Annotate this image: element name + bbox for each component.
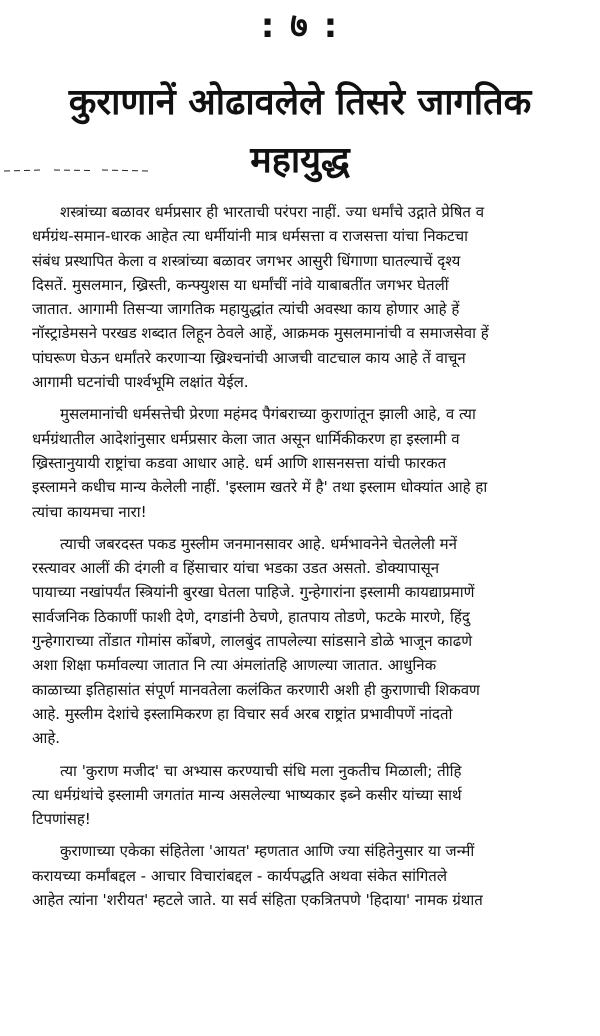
text-line: जातात. आगामी तिसऱ्या जागतिक महायुद्धांत त्यांची अवस्था काय होणार आहे हें [32,300,460,319]
chapter-number: : ७ : [260,6,340,46]
text-line: दिसतें. मुसलमान, ख्रिस्ती, कन्फ्युशस या धर्मांचीं नांवे याबाबतींत जगभर घेतलीं [32,275,449,294]
text-line: गुन्हेगाराच्या तोंडात गोमांस कोंबणे, लालबुंद तापलेल्या सांडसाने डोळे भाजून काढणे [32,632,473,651]
text-line: करायच्या कर्मांबद्दल - आचार विचारांबद्दल - कार्यपद्धति अथवा संकेत सांगितले [32,866,448,885]
text-line: रस्त्यावर आलीं की दंगली व हिंसाचार यांचा भडका उडत असतो. डोक्यापासून [32,559,440,578]
text-line: नॉस्ट्राडेमसने परखड शब्दात लिहून ठेवले आहें, आक्रमक मुसलमानांची व समाजसेवा हें [32,324,489,343]
pen-mark-scribble [2,167,152,173]
text-line: आहेत त्यांना 'शरीयत' म्हटले जाते. या सर्व संहिता एकत्रितपणे 'हिदाया' नामक ग्रंथात [32,891,483,910]
text-line: आहे. [32,729,61,748]
text-line: त्या 'कुराण मजीद' चा अभ्यास करण्याची संधि मला नुकतीच मिळाली; तीहि [60,761,462,780]
text-line: आगामी घटनांची पार्श्वभूमि लक्षांत येईल. [32,373,249,392]
paragraph-5 [32,839,586,912]
chapter-title-line-2: महायुद्ध [250,140,350,181]
text-line: त्याची जबरदस्त पकड मुस्लीम जनमानसावर आहे. धर्मभावनेने चेतलेली मनें [60,534,457,553]
paragraph-4 [32,759,586,832]
text-line: आहे. मुस्लीम देशांचे इस्लामिकरण हा विचार सर्व अरब राष्ट्रांत प्रभावीपणें नांदतो [32,704,453,723]
text-line: सार्वजनिक ठिकाणीं फाशी देणे, दगडांनी ठेचणे, हातपाय तोडणे, फटके मारणे, हिंदु [32,607,470,626]
body-text [32,200,586,912]
paragraph-2 [32,402,586,523]
text-line: मुसलमानांची धर्मसत्तेची प्रेरणा महंमद पैगंबराच्या कुराणांतून झाली आहे, व त्या [60,405,476,424]
chapter-title-line-1: कुराणानें ओढावलेले तिसरे जागतिक [68,82,532,123]
text-line: कुराणाच्या एकेका संहितेला 'आयत' म्हणतात आणि ज्या संहितेनुसार या जन्मीं [60,842,475,861]
text-line: पांघरूण घेऊन धर्मांतरे करणाऱ्या ख्रिश्चनांची आजची वाटचाल काय आहे तें वाचून [32,348,466,367]
text-line: शस्त्रांच्या बळावर धर्मप्रसार ही भारताची परंपरा नाहीं. ज्या धर्मांचे उद्गाते प्रेषित व [60,203,485,221]
text-line: त्यांचा कायमचा नारा! [32,502,147,521]
text-line: संबंध प्रस्थापित केला व शस्त्रांच्या बळावर जगभर आसुरी धिंगाणा घातल्याचें दृश्य [32,251,461,270]
text-line: अशा शिक्षा फर्मावल्या जातात नि त्या अंमलांतहि आणल्या जातात. आधुनिक [32,656,437,675]
text-line: टिपणांसह! [32,810,91,829]
text-line: धर्मग्रंथ-समान-धारक आहेत त्या धर्मीयांनी मात्र धर्मसत्ता व राजसत्ता यांचा निकटचा [32,227,469,246]
paragraph-1 [32,200,586,394]
text-line: काळाच्या इतिहासांत संपूर्ण मानवतेला कलंकित करणारी अशी ही कुराणाची शिकवण [32,680,480,699]
text-line: इस्लामने कधीच मान्य केलेली नाहीं. 'इस्लाम खतरे में है' तथा इस्लाम धोक्यांत आहे हा [32,478,488,497]
text-line: ख्रिस्तानुयायी राष्ट्रांचा कडवा आधार आहे. धर्म आणि शासनसत्ता यांची फारकत [32,453,447,472]
text-line: पायाच्या नखांपर्यंत स्त्रियांनी बुरखा घेतला पाहिजे. गुन्हेगारांना इस्लामी कायद्याप्रमाणें [32,583,475,602]
text-line: त्या धर्मग्रंथांचे इस्लामी जगतांत मान्य असलेल्या भाष्यकार इब्ने कसीर यांच्या सार्थ [32,785,462,804]
paragraph-3 [32,532,586,751]
text-line: धर्मग्रंथातील आदेशांनुसार धर्मप्रसार केला जात असून धार्मिकीकरण हा इस्लामी व [32,429,460,448]
